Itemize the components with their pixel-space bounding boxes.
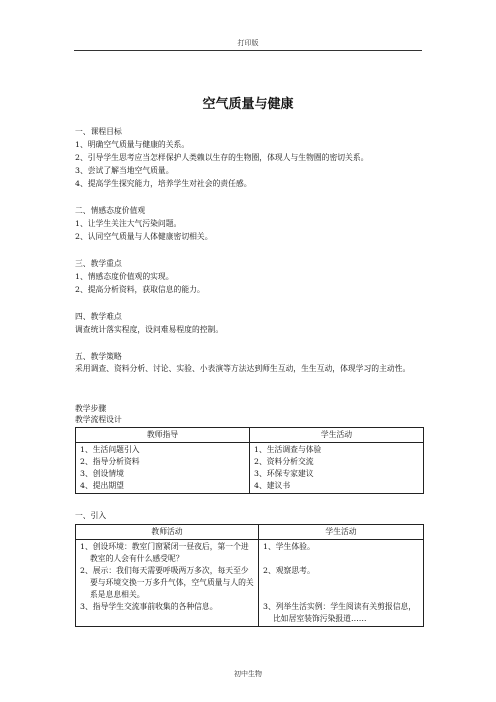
goal-item: 2、引导学生思考应当怎样保护人类赖以生存的生物圈，体现人与生物圈的密切关系。 (75, 153, 369, 162)
section-heading-goal: 一、课程目标 (75, 127, 122, 136)
list-item: 2、资料分析交流 (254, 457, 314, 466)
table-header-row (76, 525, 424, 540)
column-header: 学生活动 (250, 428, 424, 443)
list-item: 3、指导学生交流事前收集的各种信息。 (80, 602, 218, 611)
list-item: 1、创设环境：教室门窗紧闭一昼夜后，第一个进教室的人会有什么感受呢？ (80, 542, 249, 563)
student-activity-cell (250, 443, 424, 494)
list-item: 3、创设情境 (80, 469, 124, 478)
list-item: 4、提出期望 (80, 481, 124, 490)
list-item: 1、生活问题引入 (80, 445, 140, 454)
column-header: 教师活动 (76, 525, 259, 540)
key-item: 2、提高分析资料，获取信息的能力。 (75, 285, 205, 294)
strategy-text: 采用调查、资料分析、讨论、实验、小表演等方法达到师生互动，生生互动，体现学习的主动性。 (75, 364, 411, 373)
teacher-activity-cell (76, 540, 259, 627)
section-heading-difficult: 四、教学难点 (75, 312, 122, 321)
intro-table (75, 524, 424, 627)
steps-label: 教学步骤 (75, 404, 107, 413)
page-header: 打印版 (237, 39, 259, 47)
goal-item: 1、明确空气质量与健康的关系。 (75, 140, 190, 149)
section-heading-strategy: 五、教学策略 (75, 352, 122, 361)
goal-item: 4、提高学生探究能力，培养学生对社会的责任感。 (75, 179, 252, 188)
student-activity-cell (259, 540, 424, 627)
goal-item: 3、尝试了解当地空气质量。 (75, 166, 174, 175)
list-item: 4、建议书 (254, 481, 291, 490)
column-header: 教师指导 (76, 428, 250, 443)
teacher-guidance-cell (76, 443, 250, 494)
list-item: 3、列举生活实例：学生阅读有关剪报信息，比如居室装饰污染报道…… (263, 602, 417, 623)
list-item: 2、观察思考。 (263, 566, 315, 575)
list-item: 2、展示：我们每天需要呼吸两万多次，每天至少要与环境交换一万多升气体，空气质量与人的关系是息息相关。 (80, 566, 254, 599)
page-footer: 初中生物 (234, 670, 262, 678)
section-heading-key: 三、教学重点 (75, 259, 122, 268)
key-item: 1、情感态度价值观的实现。 (75, 272, 174, 281)
section-heading-emotion: 二、情感态度价值观 (75, 206, 146, 215)
emotion-item: 1、让学生关注大气污染问题。 (75, 219, 182, 228)
document-title: 空气质量与健康 (202, 97, 294, 112)
difficult-item: 调查统计落实程度，设问难易程度的控制。 (75, 325, 224, 334)
list-item: 3、环保专家建议 (254, 469, 314, 478)
intro-label: 一、引入 (75, 511, 107, 520)
header-divider (74, 50, 422, 51)
list-item: 1、学生体验。 (263, 542, 315, 551)
list-item: 1、生活调查与体验 (254, 445, 322, 454)
list-item: 2、指导分析资料 (80, 457, 140, 466)
table-row (76, 443, 424, 494)
emotion-item: 2、认同空气质量与人体健康密切相关。 (75, 232, 213, 241)
table-row (76, 540, 424, 627)
flow-table (75, 427, 424, 494)
table-header-row (76, 428, 424, 443)
design-label: 教学流程设计 (75, 415, 122, 424)
column-header: 学生活动 (259, 525, 424, 540)
